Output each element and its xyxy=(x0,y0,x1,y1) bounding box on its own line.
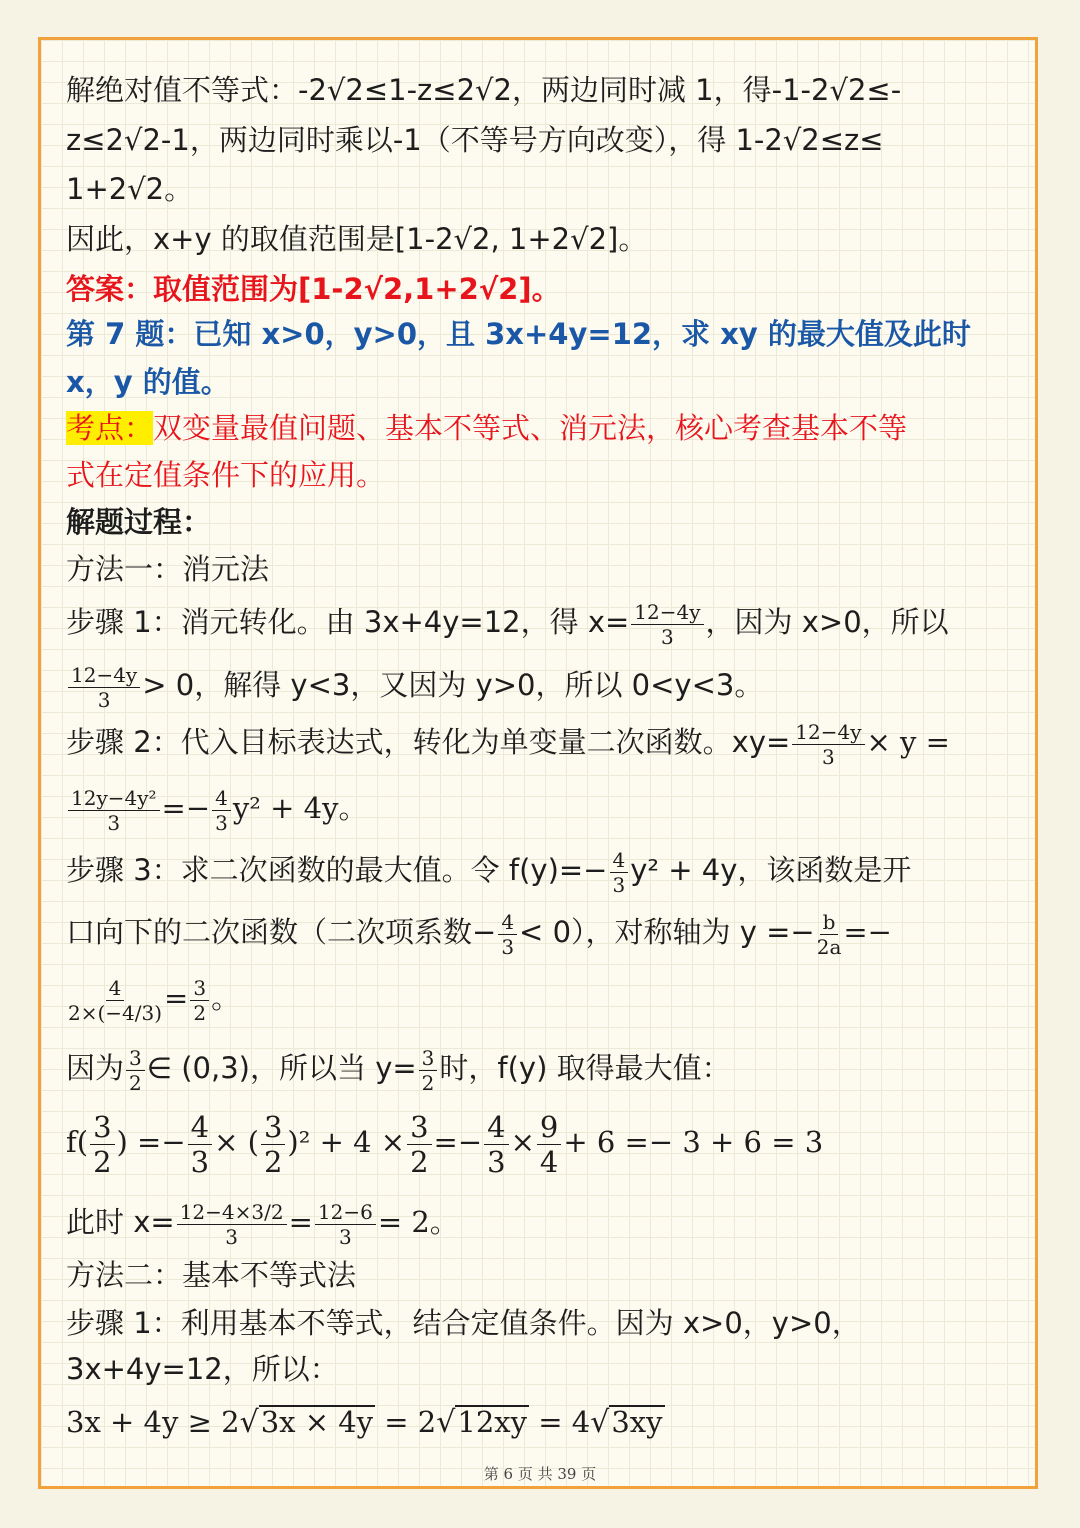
kaodian-line-2: 式在定值条件下的应用。 xyxy=(66,458,386,492)
expr: = xyxy=(164,981,189,1015)
step-1-text-2: ，因为 x>0，所以 xyxy=(705,605,949,639)
fraction: $\frac{b}{2a}$ xyxy=(816,909,842,959)
problem-title: 第 7 题：已知 x>0，y>0，且 3x+4y=12，求 xy 的最大值及此时 xyxy=(66,317,971,351)
step-2-cont xyxy=(66,780,367,836)
step-1-cont xyxy=(66,657,763,713)
step-1-text-3: > 0，解得 y<3，又因为 y>0，所以 0<y<3。 xyxy=(142,668,764,702)
expr: = xyxy=(288,1205,313,1239)
expr: = 2。 xyxy=(377,1205,459,1239)
fraction: $\frac{12-4y}{3}$ xyxy=(68,663,140,712)
step-1-text: 步骤 1：消元转化。由 3x+4y=12，得 x= xyxy=(66,605,630,639)
fraction: $\frac{3}{2}$ xyxy=(407,1110,431,1179)
because-line xyxy=(66,1040,731,1096)
expr: 。 xyxy=(211,981,241,1015)
kaodian-line xyxy=(66,408,907,448)
text-line: 因此，x+y 的取值范围是[1-2√2, 1+2√2]。 xyxy=(66,222,648,256)
f-calculation: f( $\frac{3}{2}$ ) =− $\frac{4}{3}$ × ( $\frac{3}{2}$ )² + 4 × $\frac{3}{2}$ =− $\frac{4}{3}$ × $\frac{9}{4}$ + 6 =− 3 + 6 = 3 xyxy=(66,1109,824,1179)
method-two-step: 步骤 1：利用基本不等式，结合定值条件。因为 x>0，y>0， xyxy=(66,1306,861,1340)
fraction: $\frac{4}{2\times(-4/3)}$ xyxy=(68,975,163,1025)
text: 时，f(y) 取得最大值： xyxy=(439,1051,731,1085)
step-3-text: 步骤 3：求二次函数的最大值。令 f(y)=− xyxy=(66,853,608,887)
section-heading: 解题过程： xyxy=(66,505,212,539)
fraction: $\frac{9}{4}$ xyxy=(537,1110,561,1179)
method-one-heading: 方法一：消元法 xyxy=(66,552,270,586)
step-2-expr: × y = xyxy=(866,725,950,759)
method-two-step-cont: 3x+4y=12，所以： xyxy=(66,1352,339,1386)
text: ∈ (0,3)，所以当 y= xyxy=(146,1051,417,1085)
text: 因为 xyxy=(66,1051,125,1085)
text-line: z≤2√2-1，两边同时乘以-1（不等号方向改变），得 1-2√2≤z≤ xyxy=(66,123,884,157)
fraction: $\frac{4}{3}$ xyxy=(188,1110,212,1179)
inequality-line: 3x + 4y ≥ 2√3x × 4y = 2√12xy = 4√3xy xyxy=(66,1405,663,1440)
step-2-text: 步骤 2：代入目标表达式，转化为单变量二次函数。xy= xyxy=(66,725,791,759)
fraction: $\frac{3}{2}$ xyxy=(190,976,209,1025)
step-3-text-4: < 0），对称轴为 y =− xyxy=(519,915,815,949)
text: 此时 x= xyxy=(66,1205,175,1239)
step-3-text-2: y² + 4y，该函数是开 xyxy=(630,853,912,887)
fraction: $\frac{\text{12y−4y²}}{3}$ xyxy=(68,786,160,835)
fraction: $\frac{4}{3}$ xyxy=(212,786,231,835)
kaodian-text: 双变量最值问题、基本不等式、消元法，核心考查基本不等 xyxy=(153,411,908,445)
fraction: $\frac{3}{2}$ xyxy=(126,1046,145,1095)
text-line: 1+2√2。 xyxy=(66,172,194,206)
then-x-line xyxy=(66,1190,459,1254)
fraction: $\frac{12-4y}{3}$ xyxy=(792,720,864,769)
fraction: $\frac{4}{3}$ xyxy=(498,910,517,959)
step-3-cont-2 xyxy=(66,967,240,1029)
expr: =− xyxy=(843,915,892,949)
expr: =− xyxy=(161,791,211,825)
fraction: $\frac{12-6}{3}$ xyxy=(315,1200,376,1249)
fraction: $\frac{3}{2}$ xyxy=(90,1110,114,1179)
step-3 xyxy=(66,842,911,898)
answer-line: 答案：取值范围为[1-2√2,1+2√2]。 xyxy=(66,272,561,306)
method-two-heading: 方法二：基本不等式法 xyxy=(66,1258,357,1292)
fraction: $\frac{4}{3}$ xyxy=(484,1110,508,1179)
expr: y² + 4y。 xyxy=(232,791,368,825)
text-line: 解绝对值不等式：-2√2≤1-z≤2√2，两边同时减 1，得-1-2√2≤- xyxy=(66,73,902,107)
fraction: $\frac{3}{2}$ xyxy=(419,1046,438,1095)
problem-title-cont: x，y 的值。 xyxy=(66,365,230,399)
step-3-text-3: 口向下的二次函数（二次项系数− xyxy=(66,915,497,949)
page-footer: 第 6 页 共 39 页 xyxy=(483,1465,597,1483)
step-3-cont xyxy=(66,904,892,960)
fraction: $\frac{4}{3}$ xyxy=(610,848,629,897)
kaodian-label: 考点： xyxy=(66,411,154,445)
fraction: $\frac{12-4\times 3/2}{3}$ xyxy=(177,1200,287,1249)
fraction: $\frac{12-4y}{3}$ xyxy=(631,600,703,649)
fraction: $\frac{3}{2}$ xyxy=(261,1110,285,1179)
step-1 xyxy=(66,594,949,650)
step-2 xyxy=(66,714,950,770)
